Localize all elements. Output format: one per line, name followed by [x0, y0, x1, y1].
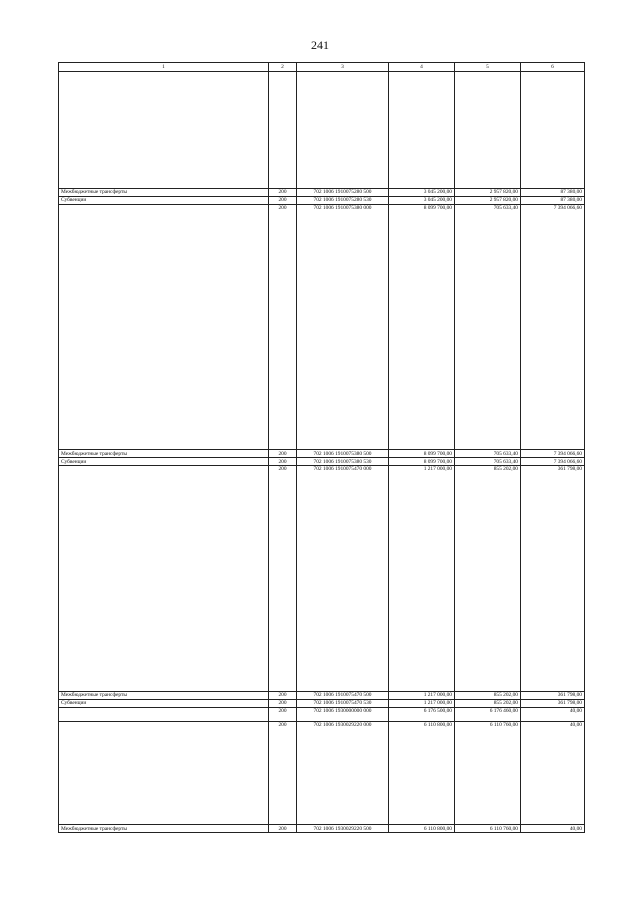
row-approved-amount — [389, 72, 455, 189]
row-executed-amount — [455, 72, 521, 189]
row-code: 200 — [269, 204, 297, 450]
row-executed-amount: 705 633,40 — [455, 204, 521, 450]
column-header-1: 1 — [59, 63, 269, 72]
row-code: 200 — [269, 458, 297, 466]
row-executed-amount: 705 633,40 — [455, 450, 521, 458]
row-description — [59, 204, 269, 450]
row-executed-amount: 2 957 820,00 — [455, 188, 521, 196]
table-row — [59, 450, 585, 458]
row-remaining-amount: 7 394 066,60 — [521, 458, 585, 466]
row-description — [59, 466, 269, 691]
table-row — [59, 699, 585, 707]
table-row — [59, 458, 585, 466]
row-code: 200 — [269, 825, 297, 833]
column-header-4: 4 — [389, 63, 455, 72]
row-code: 200 — [269, 466, 297, 691]
row-classification: 702 1006 1910075470 000 — [297, 466, 389, 691]
table-row — [59, 691, 585, 699]
row-description: Межбюджетные трансферты — [59, 188, 269, 196]
row-remaining-amount: 7 394 066,60 — [521, 204, 585, 450]
table-row — [59, 825, 585, 833]
row-classification: 702 1006 1910075470 500 — [297, 691, 389, 699]
row-code: 200 — [269, 188, 297, 196]
row-description — [59, 707, 269, 722]
row-remaining-amount: 87 380,00 — [521, 188, 585, 196]
row-classification: 702 1006 1910075470 530 — [297, 699, 389, 707]
row-approved-amount: 6 110 800,00 — [389, 825, 455, 833]
row-executed-amount: 705 633,40 — [455, 458, 521, 466]
row-classification: 702 1006 1930000000 000 — [297, 707, 389, 722]
table-row — [59, 188, 585, 196]
row-approved-amount: 3 045 200,00 — [389, 188, 455, 196]
row-remaining-amount: 40,00 — [521, 825, 585, 833]
row-approved-amount: 8 099 700,00 — [389, 204, 455, 450]
row-approved-amount: 8 099 700,00 — [389, 458, 455, 466]
row-code: 200 — [269, 707, 297, 722]
row-code: 200 — [269, 691, 297, 699]
row-executed-amount: 2 957 820,00 — [455, 196, 521, 204]
row-executed-amount: 855 202,00 — [455, 691, 521, 699]
row-approved-amount: 1 217 000,00 — [389, 691, 455, 699]
row-approved-amount: 3 045 200,00 — [389, 196, 455, 204]
row-classification: 702 1006 1910075380 500 — [297, 450, 389, 458]
row-description: Межбюджетные трансферты — [59, 691, 269, 699]
column-header-5: 5 — [455, 63, 521, 72]
row-description — [59, 722, 269, 825]
row-remaining-amount: 361 798,00 — [521, 699, 585, 707]
row-description: Субвенции — [59, 458, 269, 466]
row-classification: 702 1006 1930029220 000 — [297, 722, 389, 825]
row-remaining-amount: 40,00 — [521, 707, 585, 722]
row-executed-amount: 6 176 460,00 — [455, 707, 521, 722]
row-description: Межбюджетные трансферты — [59, 825, 269, 833]
table-row — [59, 72, 585, 189]
row-approved-amount: 6 176 500,00 — [389, 707, 455, 722]
row-approved-amount: 1 217 000,00 — [389, 699, 455, 707]
row-executed-amount: 6 110 760,00 — [455, 825, 521, 833]
row-remaining-amount: 87 380,00 — [521, 196, 585, 204]
row-remaining-amount — [521, 72, 585, 189]
column-header-2: 2 — [269, 63, 297, 72]
row-approved-amount: 6 110 800,00 — [389, 722, 455, 825]
row-remaining-amount: 40,00 — [521, 722, 585, 825]
row-classification: 702 1006 1910075280 530 — [297, 196, 389, 204]
row-executed-amount: 855 202,00 — [455, 699, 521, 707]
column-header-3: 3 — [297, 63, 389, 72]
row-remaining-amount: 361 798,00 — [521, 691, 585, 699]
row-classification: 702 1006 1910075280 500 — [297, 188, 389, 196]
header-row — [59, 63, 585, 72]
row-executed-amount: 6 110 760,00 — [455, 722, 521, 825]
table-row — [59, 204, 585, 450]
row-code: 200 — [269, 722, 297, 825]
row-code: 200 — [269, 699, 297, 707]
budget-table — [58, 62, 585, 833]
row-code: 200 — [269, 450, 297, 458]
row-description: Субвенции — [59, 196, 269, 204]
row-remaining-amount: 361 798,00 — [521, 466, 585, 691]
row-classification — [297, 72, 389, 189]
row-description: Межбюджетные трансферты — [59, 450, 269, 458]
row-approved-amount: 1 217 000,00 — [389, 466, 455, 691]
row-code: 200 — [269, 196, 297, 204]
table-row — [59, 466, 585, 691]
row-description — [59, 72, 269, 189]
row-classification: 702 1006 1930029220 500 — [297, 825, 389, 833]
row-description: Субвенции — [59, 699, 269, 707]
row-classification: 702 1006 1910075380 530 — [297, 458, 389, 466]
page-number: 241 — [311, 38, 329, 52]
row-classification: 702 1006 1910075380 000 — [297, 204, 389, 450]
row-approved-amount: 8 099 700,00 — [389, 450, 455, 458]
table-row — [59, 196, 585, 204]
row-remaining-amount: 7 394 066,60 — [521, 450, 585, 458]
table-row — [59, 707, 585, 722]
row-code — [269, 72, 297, 189]
row-executed-amount: 855 202,00 — [455, 466, 521, 691]
column-header-6: 6 — [521, 63, 585, 72]
table-row — [59, 722, 585, 825]
